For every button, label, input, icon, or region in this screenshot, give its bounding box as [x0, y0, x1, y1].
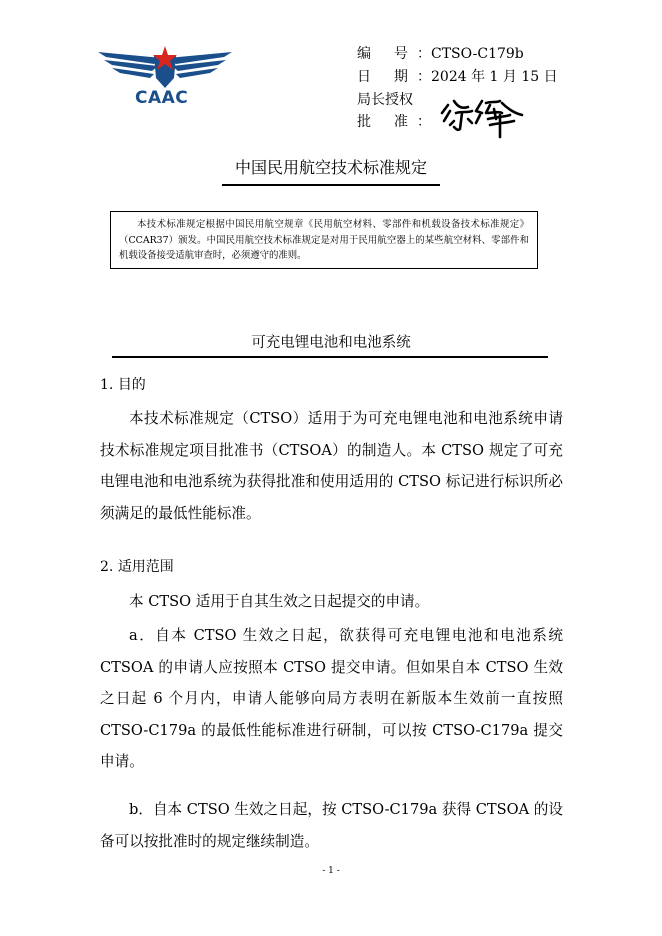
- handwritten-signature: [438, 91, 528, 139]
- section-paragraph: a．自本 CTSO 生效之日起，欲获得可充电锂电池和电池系统 CTSOA 的申请人应按照本 CTSO 提交申请。但如果自本 CTSO 生效之日起 6 个月内，申请人能够向局方表明在新版本生效前一直按照 CTSO-C179a 的最低性能标准进行研制，可以按 CTSO-C179a 提交申请。: [100, 627, 563, 770]
- document-title: 中国民用航空技术标准规定: [234, 158, 427, 177]
- authorization-label: 局长授权: [357, 92, 413, 108]
- document-number-label: 编 号：: [357, 46, 431, 62]
- section-heading-scope: 2. 适用范围: [100, 559, 174, 575]
- title-underline: [222, 184, 440, 186]
- section-paragraph: 本技术标准规定（CTSO）适用于为可充电锂电池和电池系统申请技术标准规定项目批准书（CTSOA）的制造人。本 CTSO 规定了可充电锂电池和电池系统为获得批准和使用适用的 CTSO 标记进行标识所必须满足的最低性能标准。: [100, 410, 563, 522]
- section-paragraph: b．自本 CTSO 生效之日起，按 CTSO-C179a 获得 CTSOA 的设备可以按批准时的规定继续制造。: [100, 801, 563, 850]
- page-number: - 1 -: [322, 866, 340, 876]
- section-heading-purpose: 1. 目的: [100, 377, 146, 393]
- standard-title-underline: [112, 356, 548, 358]
- document-number: [357, 44, 524, 64]
- notice-box: 本技术标准规定根据中国民用航空规章《民用航空材料、零部件和机载设备技术标准规定》（CCAR37）颁发。中国民用航空技术标准规定是对用于民用航空器上的某些航空材料、零部件和机载设备接受适航审查时，必须遵守的准则。: [110, 211, 538, 269]
- document-number-value: CTSO-C179b: [431, 46, 524, 62]
- section-paragraph: 本 CTSO 适用于自其生效之日起提交的申请。: [129, 593, 430, 610]
- document-date-label: 日 期：: [357, 69, 431, 85]
- approval-label: 批 准：: [357, 114, 431, 130]
- standard-title: 可充电锂电池和电池系统: [251, 335, 411, 351]
- document-date-value: 2024 年 1 月 15 日: [431, 69, 558, 85]
- logo-text: CAAC: [135, 88, 189, 108]
- document-date: [357, 67, 558, 87]
